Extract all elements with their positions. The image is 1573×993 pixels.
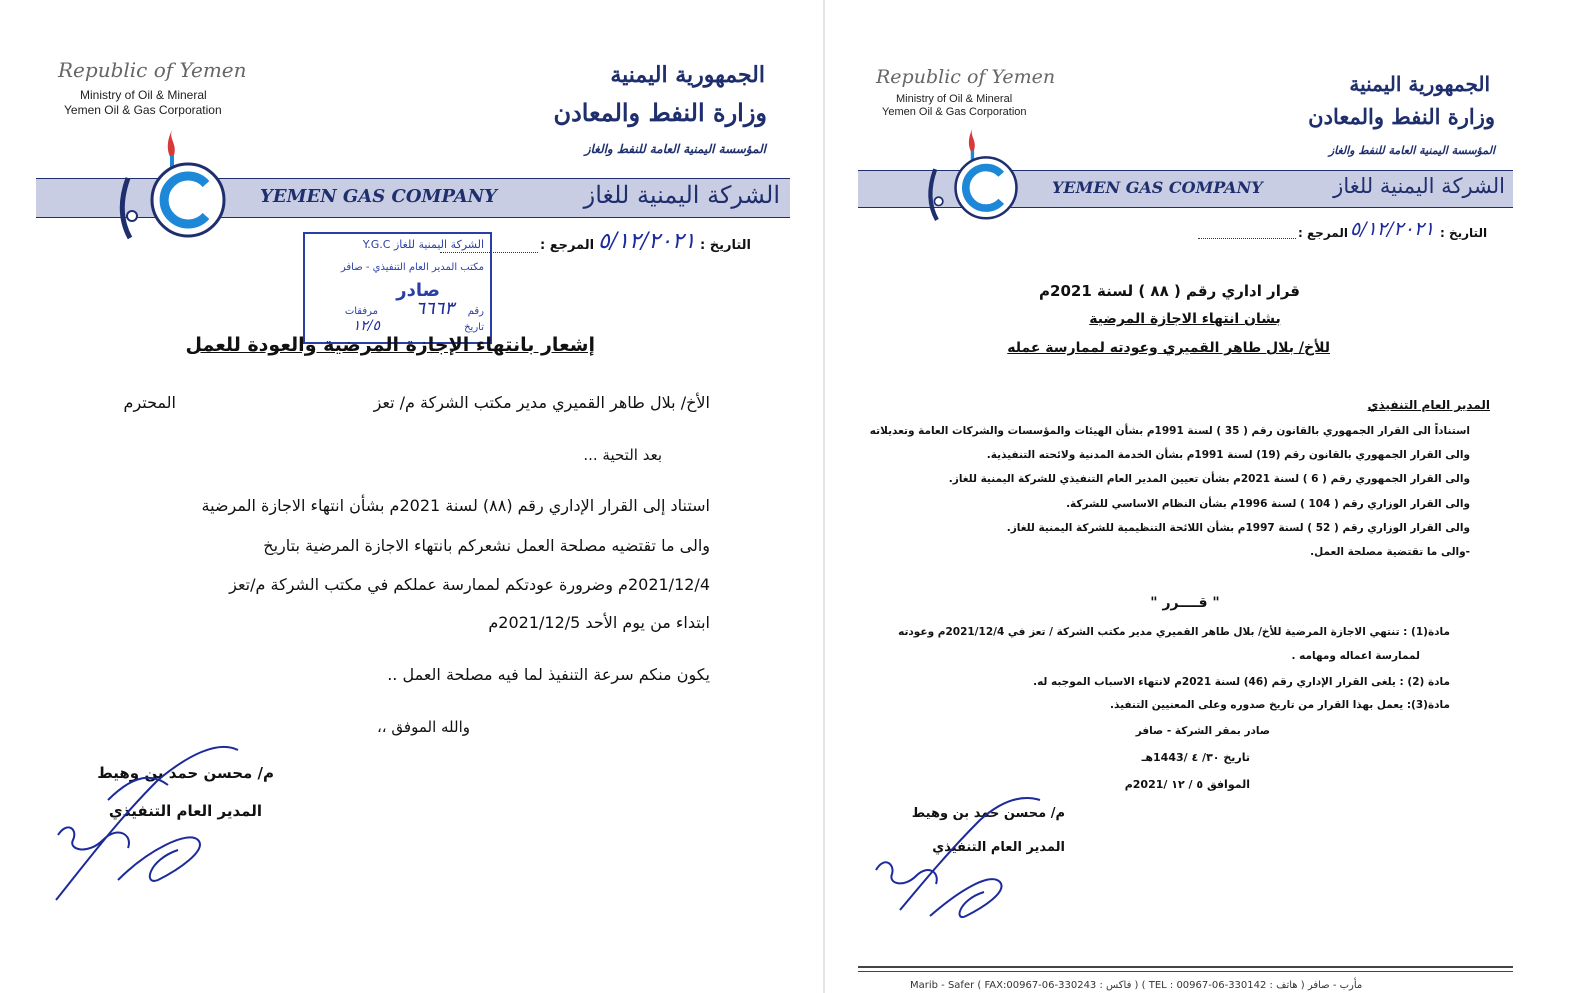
ministry-ar: وزارة النفط والمعادن <box>553 98 767 127</box>
article-1-cont: لممارسة اعماله ومهامه . <box>1291 650 1420 662</box>
recital-6: -والى ما تقتضية مصلحة العمل. <box>1310 546 1470 558</box>
signature-right <box>870 790 1060 930</box>
company-name-en: YEMEN GAS COMPANY <box>1052 178 1263 197</box>
signer-name: م/ محسن حمد بن وهيط <box>911 806 1065 821</box>
stamp-number-label: رقم <box>467 306 484 317</box>
article-3: مادة(3): يعمل بهذا القرار من تاريخ صدوره وعلى المعنيين التنفيذ. <box>1110 699 1450 711</box>
decision-subject: بشان انتهاء الاجازة المرضية <box>1089 311 1281 327</box>
corporation-ar: المؤسسة اليمنية العامة للنفط والغاز <box>584 142 766 156</box>
closing-line: يكون منكم سرعة التنفيذ لما فيه مصلحة العمل .. <box>387 665 710 684</box>
stamp-attachments-label: مرفقات <box>344 306 378 317</box>
company-name-ar: الشركة اليمنية للغاز <box>583 181 780 209</box>
ref-label: المرجع : <box>1298 226 1348 240</box>
ref-label: المرجع : <box>540 238 595 253</box>
decides-heading: " قــــرر " <box>1150 595 1220 611</box>
corporation-ar: المؤسسة اليمنية العامة للنفط والغاز <box>1328 144 1495 157</box>
letter-page-decision <box>830 0 1573 993</box>
recital-1: استناداً الى القرار الجمهوري بالقانون رقم ( 35 ) لسنة 1991م بشأن الهيئات والمؤسسات والشركات العامة وتعديلاته <box>869 425 1470 437</box>
page-divider <box>823 0 825 993</box>
salutation: والله الموفق ،، <box>376 718 470 736</box>
footer-rule-thin <box>858 971 1513 972</box>
republic-en: Republic of Yemen <box>876 66 1056 88</box>
ministry-en: Ministry of Oil & Mineral <box>80 88 207 102</box>
republic-ar: الجمهورية اليمنية <box>610 62 765 88</box>
honorific: المحترم <box>123 393 176 412</box>
footer-rule <box>858 966 1513 968</box>
addressee: الأخ/ بلال طاهر القميري مدير مكتب الشركة م/ تعز <box>373 393 710 412</box>
republic-en: Republic of Yemen <box>58 58 247 82</box>
decision-for: للأخ/ بلال طاهر القميري وعودته لممارسة عمله <box>1007 340 1330 356</box>
decision-title: قرار اداري رقم ( ٨٨ ) لسنة 2021م <box>1039 282 1300 300</box>
company-name-en: YEMEN GAS COMPANY <box>260 186 497 207</box>
outgoing-stamp <box>303 232 492 344</box>
recital-2: والى القرار الجمهوري بالقانون رقم (19) لسنة 1991م بشأن الخدمة المدنية ولائحته التنفيذية. <box>986 449 1470 461</box>
recital-4: والى القرار الوزاري رقم ( 104 ) لسنة 1996م بشأن النظام الاساسي للشركة. <box>1066 498 1470 510</box>
signer-title: المدير العام التنفيذي <box>108 802 262 820</box>
para-line-1: استناد إلى القرار الإداري رقم (٨٨) لسنة 2021م بشأن انتهاء الاجازة المرضية <box>201 496 710 515</box>
company-name-ar: الشركة اليمنية للغاز <box>1333 174 1505 198</box>
date-handwritten: ٥/١٢/٢٠٢١ <box>1350 218 1435 240</box>
gregorian-date: الموافق ٥ / ١٢ /2021م <box>1124 778 1250 791</box>
notice-subject: إشعار بانتهاء الإجازة المرضية والعودة للعمل <box>185 334 595 356</box>
recital-5: والى القرار الوزاري رقم ( 52 ) لسنة 1997م بشأن اللائحة التنظيمية للشركة اليمنية للغاز. <box>1006 522 1470 534</box>
hijri-date: تاريخ ٣٠/ ٤ /1443هـ <box>1141 751 1250 764</box>
authority-heading: المدير العام التنفيذي <box>1367 398 1490 412</box>
para-line-4: ابتداء من يوم الأحد 2021/12/5م <box>488 613 710 632</box>
signature-left <box>48 740 258 905</box>
ygc-logo-icon <box>920 118 1030 228</box>
para-line-2: والى ما تقتضيه مصلحة العمل نشعركم بانتهاء الاجازة المرضية بتاريخ <box>263 536 710 555</box>
footer-contact: Marib - Safer ( FAX:00967-06-330243 : فاكس ) ( TEL : 00967-06-330142 : هاتف ) مأرب - صافر <box>910 980 1363 991</box>
greeting: بعد التحية ... <box>583 446 662 464</box>
recital-3: والى القرار الجمهوري رقم ( 6 ) لسنة 2021م بشأن تعيين المدير العام التنفيذي للشركة اليمنية للغاز. <box>948 473 1470 485</box>
issued-at: صادر بمقر الشركة - صافر <box>1135 725 1270 737</box>
signer-title: المدير العام التنفيذي <box>932 840 1065 855</box>
signer-name: م/ محسن حمد بن وهيط <box>97 764 274 782</box>
stamp-date: ١٢/٥ <box>352 318 380 334</box>
corporation-en: Yemen Oil & Gas Corporation <box>882 106 1027 118</box>
ministry-en: Ministry of Oil & Mineral <box>896 93 1013 105</box>
stamp-status: صادر <box>396 280 440 301</box>
date-handwritten: ٥/١٢/٢٠٢١ <box>598 229 696 254</box>
article-1: مادة(1) : تنتهي الاجازة المرضية للأخ/ بلال طاهر القميري مدير مكتب الشركة / تعز في 2021/12/4م وعودته <box>898 626 1450 638</box>
stamp-date-label: تاريخ <box>464 322 484 333</box>
corporation-en: Yemen Oil & Gas Corporation <box>64 103 222 117</box>
article-2: مادة (2) : يلغى القرار الإداري رقم (46) لسنة 2021م لانتهاء الاسباب الموجبه له. <box>1033 676 1450 688</box>
stamp-number: ٦٦٦٣ <box>415 298 454 319</box>
ministry-ar: وزارة النفط والمعادن <box>1308 104 1495 129</box>
ref-dotted-line <box>1198 238 1296 239</box>
date-label: التاريخ : <box>1440 226 1488 240</box>
republic-ar: الجمهورية اليمنية <box>1349 72 1490 96</box>
ygc-logo-icon <box>110 120 240 245</box>
date-label: التاريخ : <box>700 238 751 253</box>
para-line-3: 2021/12/4م وضرورة عودتكم لممارسة عملكم في مكتب الشركة م/تعز <box>229 575 710 594</box>
stamp-org: الشركة اليمنية للغاز Y.G.C <box>362 238 484 251</box>
stamp-office: مكتب المدير العام التنفيذي - صافر <box>340 262 484 273</box>
